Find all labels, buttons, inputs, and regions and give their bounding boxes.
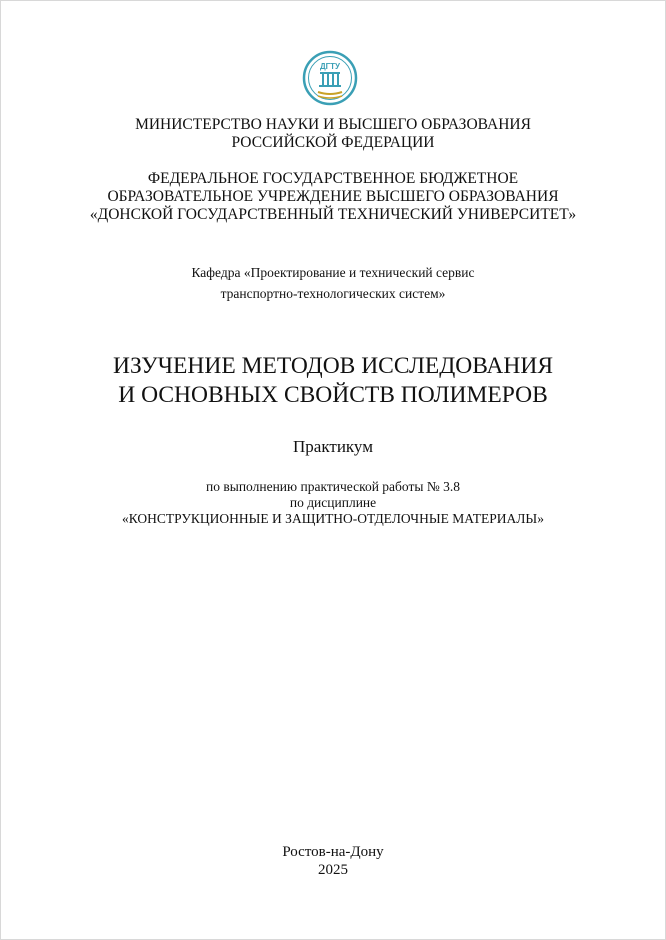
title-line-2: И ОСНОВНЫХ СВОЙСТВ ПОЛИМЕРОВ	[118, 382, 548, 408]
ministry-line-2: РОССИЙСКОЙ ФЕДЕРАЦИИ	[231, 134, 435, 151]
document-type	[0, 437, 666, 457]
institution-line-2: ОБРАЗОВАТЕЛЬНОЕ УЧРЕЖДЕНИЕ ВЫСШЕГО ОБРАЗОВАНИЯ	[107, 188, 559, 205]
department-heading	[0, 262, 666, 304]
ministry-line-1: МИНИСТЕРСТВО НАУКИ И ВЫСШЕГО ОБРАЗОВАНИЯ	[135, 116, 531, 133]
publication-city: Ростов-на-Дону	[282, 844, 384, 860]
publication-year: 2025	[318, 862, 348, 878]
department-line-1: Кафедра «Проектирование и технический сервис	[191, 265, 475, 280]
university-logo	[302, 50, 358, 112]
institution-line-3: «ДОНСКОЙ ГОСУДАРСТВЕННЫЙ ТЕХНИЧЕСКИЙ УНИВЕРСИТЕТ»	[89, 206, 577, 223]
logo-text: ДГТУ	[319, 62, 341, 71]
institution-line-1: ФЕДЕРАЛЬНОЕ ГОСУДАРСТВЕННОЕ БЮДЖЕТНОЕ	[147, 170, 519, 187]
ministry-heading	[0, 116, 666, 152]
assignment-line-2: по дисциплине	[289, 495, 377, 510]
assignment-line-1: по выполнению практической работы № 3.8	[206, 479, 460, 494]
publication-info	[0, 843, 666, 879]
assignment-info	[0, 479, 666, 527]
department-line-2: транспортно-технологических систем»	[220, 286, 446, 301]
institution-heading	[0, 170, 666, 224]
title-line-1: ИЗУЧЕНИЕ МЕТОДОВ ИССЛЕДОВАНИЯ	[112, 353, 554, 379]
document-title	[0, 352, 666, 410]
assignment-line-3: «КОНСТРУКЦИОННЫЕ И ЗАЩИТНО-ОТДЕЛОЧНЫЕ МАТЕРИАЛЫ»	[122, 511, 544, 526]
doc-type-label: Практикум	[293, 437, 373, 456]
